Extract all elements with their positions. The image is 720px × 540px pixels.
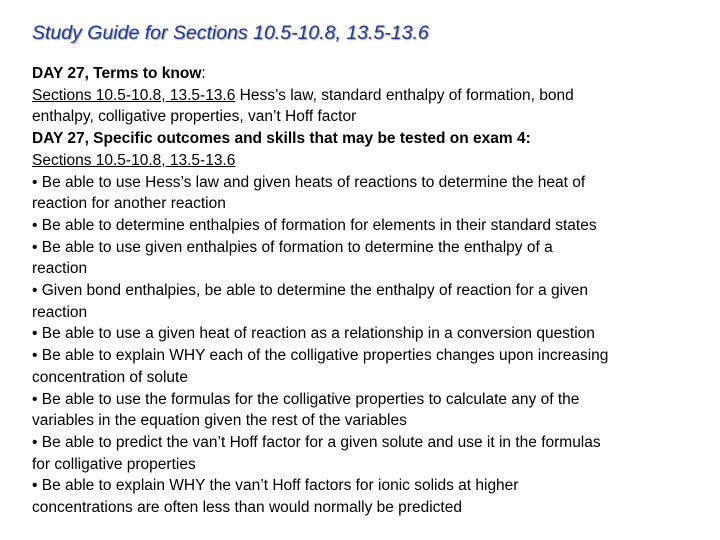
slide-body — [32, 63, 702, 519]
outcomes-sections-ref: Sections 10.5-10.8, 13.5-13.6 — [32, 151, 236, 169]
outcome-line: • Be able to use the formulas for the colligative properties to calculate any of the — [32, 390, 580, 408]
outcome-line: • Be able to use given enthalpies of formation to determine the enthalpy of a — [32, 238, 553, 256]
outcome-line: concentrations are often less than would normally be predicted — [32, 499, 462, 517]
terms-sections-ref: Sections 10.5-10.8, 13.5-13.6 — [32, 86, 236, 104]
page-title: Study Guide for Sections 10.5-10.8, 13.5-13.6 — [32, 22, 429, 44]
outcome-line: • Be able to determine enthalpies of formation for elements in their standard states — [32, 216, 597, 234]
terms-heading-line — [32, 63, 702, 85]
outcome-line: • Be able to explain WHY each of the colligative properties changes upon increasing — [32, 347, 609, 365]
outcome-line: • Given bond enthalpies, be able to determine the enthalpy of reaction for a given — [32, 282, 589, 300]
outcome-line: • Be able to use a given heat of reaction as a relationship in a conversion question — [32, 325, 595, 343]
terms-text-1: Hess’s law, standard enthalpy of formation, bond — [235, 86, 574, 104]
outcome-line: • Be able to use Hess’s law and given heats of reactions to determine the heat of — [32, 173, 586, 191]
outcome-line: reaction — [32, 260, 88, 278]
outcome-line: reaction — [32, 303, 88, 321]
terms-heading: DAY 27, Terms to know — [32, 65, 202, 82]
outcome-line: for colligative properties — [32, 455, 196, 473]
outcomes-heading: DAY 27, Specific outcomes and skills that may be tested on exam 4: — [32, 130, 531, 148]
outcome-line: variables in the equation given the rest of the variables — [32, 412, 407, 430]
outcome-line: • Be able to explain WHY the van’t Hoff factors for ionic solids at higher — [32, 477, 519, 495]
outcome-line: concentration of solute — [32, 368, 188, 386]
terms-line-2: enthalpy, colligative properties, van’t Hoff factor — [32, 108, 357, 126]
outcome-line: • Be able to predict the van’t Hoff factor for a given solute and use it in the formulas — [32, 433, 601, 451]
terms-heading-colon: : — [201, 65, 206, 82]
terms-line-1 — [32, 85, 702, 107]
outcome-line: reaction for another reaction — [32, 195, 226, 213]
